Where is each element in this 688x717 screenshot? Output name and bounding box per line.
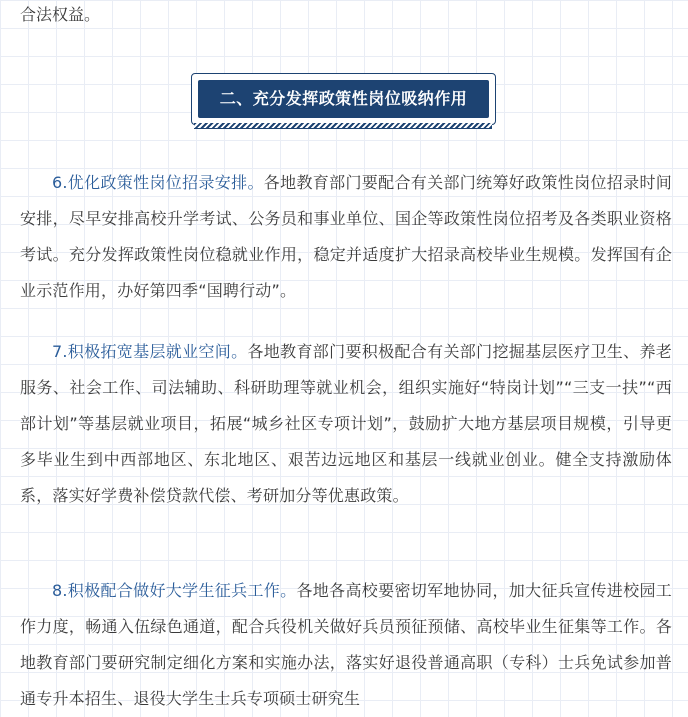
item-body: 各地教育部门要配合有关部门统筹好政策性岗位招录时间安排，尽早安排高校升学考试、公务员和事业单位、国企等政策性岗位招考及各类职业资格考试。充分发挥政策性岗位稳就业作用，稳定并适度扩大招录高校毕业生规模。发挥国有企业示范作用，办好第四季“国聘行动”。 bbox=[20, 173, 672, 300]
paragraph-item-6 bbox=[20, 165, 672, 309]
item-title: 6.优化政策性岗位招录安排。 bbox=[52, 173, 264, 192]
paragraph-item-8 bbox=[20, 573, 672, 717]
paragraph-item-7 bbox=[20, 334, 672, 514]
item-body: 各地各高校要密切军地协同，加大征兵宣传进校园工作力度，畅通入伍绿色通道，配合兵役机关做好兵员预征预储、高校毕业生征集等工作。各地教育部门要研究制定细化方案和实施办法，落实好退役普通高职（专科）士兵免试参加普通专升本招生、退役大学生士兵专项硕士研究生 bbox=[20, 581, 672, 708]
section-heading-banner bbox=[191, 73, 496, 128]
item-title: 7.积极拓宽基层就业空间。 bbox=[52, 342, 248, 361]
banner-frame bbox=[191, 73, 496, 125]
item-body: 各地教育部门要积极配合有关部门挖掘基层医疗卫生、养老服务、社会工作、司法辅助、科研助理等就业机会，组织实施好“特岗计划”“三支一扶”“西部计划”等基层就业项目，拓展“城乡社区专项计划”，鼓励扩大地方基层项目规模，引导更多毕业生到中西部地区、东北地区、艰苦边远地区和基层一线就业创业。健全支持激励体系，落实好学费补偿贷款代偿、考研加分等优惠政策。 bbox=[20, 342, 672, 505]
previous-paragraph-tail: 合法权益。 bbox=[20, 5, 101, 24]
item-title: 8.积极配合做好大学生征兵工作。 bbox=[52, 581, 297, 600]
section-heading: 二、充分发挥政策性岗位吸纳作用 bbox=[198, 80, 489, 118]
banner-stripe-decoration bbox=[194, 123, 492, 129]
